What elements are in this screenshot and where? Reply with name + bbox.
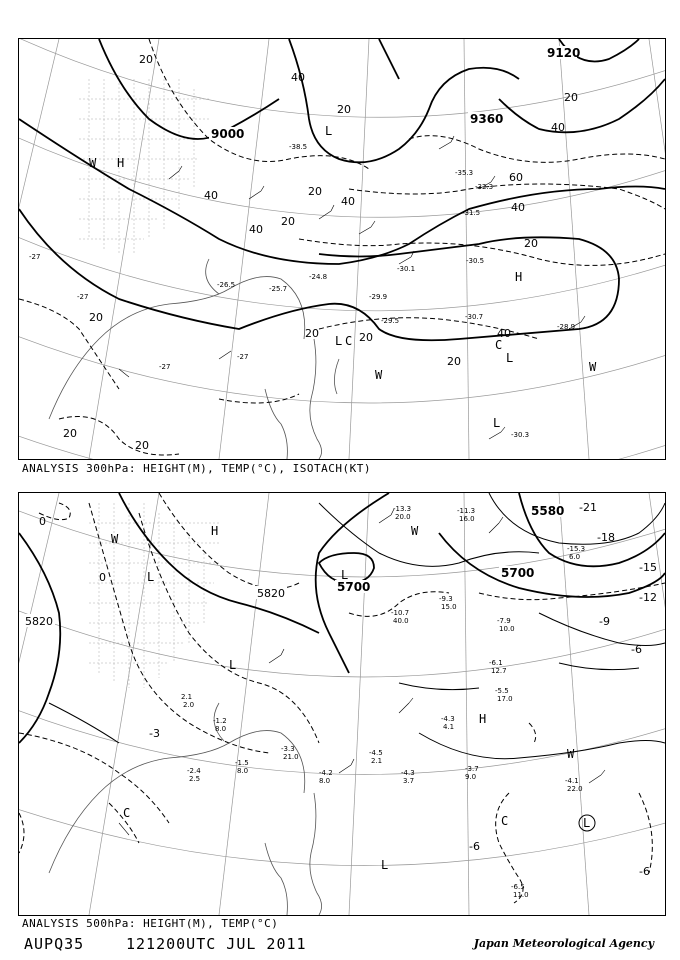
- isotach-label: 40: [291, 71, 305, 84]
- station-temp: -3.7: [465, 765, 479, 773]
- temp-contour-label: -3: [149, 727, 160, 740]
- station-wind: 8.0: [237, 767, 249, 775]
- cold-center-marker: C: [495, 338, 503, 352]
- height-label-9120: 9120: [547, 46, 581, 60]
- temp-contour-label: 0: [99, 571, 106, 584]
- warm-center-marker: W: [411, 524, 419, 538]
- temp-contour-label: -12: [639, 591, 657, 604]
- station-temp: -4.5: [369, 749, 383, 757]
- temp-obs: -26.5: [217, 281, 236, 289]
- station-wind: 6.0: [569, 553, 581, 561]
- temp-contour-label: -21: [579, 501, 597, 514]
- caption-300hpa: ANALYSIS 300hPa: HEIGHT(M), TEMP(°C), ISOTACH(KT): [22, 462, 372, 475]
- station-wind: 16.0: [459, 515, 475, 523]
- chart-300hpa: [18, 38, 666, 460]
- coastlines: [49, 259, 339, 459]
- isotach-label: 20: [135, 439, 149, 452]
- temperature-contours-solid: [49, 493, 665, 759]
- high-pressure-marker: H: [515, 270, 523, 284]
- station-temp: -7.9: [497, 617, 511, 625]
- station-wind: 2.5: [189, 775, 201, 783]
- caption-500hpa: ANALYSIS 500hPa: HEIGHT(M), TEMP(°C): [22, 917, 279, 930]
- low-pressure-marker: L: [325, 124, 333, 138]
- low-pressure-marker: L: [341, 568, 349, 582]
- isotach-label: 20: [524, 237, 538, 250]
- station-wind: 12.7: [491, 667, 507, 675]
- agency-name: Japan Meteorological Agency: [473, 937, 654, 950]
- temp-obs: -30.5: [466, 257, 485, 265]
- isotach-label: 40: [497, 327, 511, 340]
- station-temp: -2.4: [187, 767, 201, 775]
- station-wind: 11.0: [513, 891, 529, 899]
- height-label-5580: 5580: [531, 504, 565, 518]
- isotach-label: 20: [359, 331, 373, 344]
- temp-obs: -30.3: [511, 431, 530, 439]
- high-pressure-marker: H: [211, 524, 219, 538]
- temp-contour-label: -6: [469, 840, 480, 853]
- station-wind: 21.0: [283, 753, 299, 761]
- temp-obs: -27: [237, 353, 249, 361]
- station-wind: 22.0: [567, 785, 583, 793]
- isotach-label: 40: [341, 195, 355, 208]
- coastlines: [49, 703, 322, 915]
- isotach-label: 20: [564, 91, 578, 104]
- high-pressure-marker: H: [479, 712, 487, 726]
- station-temp: -9.3: [439, 595, 453, 603]
- isotach-label: 60: [509, 171, 523, 184]
- temp-obs: -29.9: [369, 293, 388, 301]
- warm-center-marker: W: [567, 747, 575, 761]
- station-temp: -6.5: [511, 883, 525, 891]
- height-label-9000: 9000: [211, 127, 245, 141]
- low-pressure-marker: L: [335, 334, 343, 348]
- isotach-label: 20: [447, 355, 461, 368]
- temp-obs: -38.5: [289, 143, 308, 151]
- isotach-label: 20: [337, 103, 351, 116]
- map-300hpa: [19, 39, 665, 459]
- station-temp: 2.1: [181, 693, 193, 701]
- cold-center-marker: C: [123, 806, 131, 820]
- station-temp: -11.3: [457, 507, 476, 515]
- temp-obs: -27: [159, 363, 171, 371]
- temp-obs: -31.5: [462, 209, 481, 217]
- station-temp: -5.5: [495, 687, 509, 695]
- isotach-label: 20: [308, 185, 322, 198]
- isotach-label: 20: [281, 215, 295, 228]
- terrain-mask: [79, 79, 209, 254]
- analysis-time: 121200UTC JUL 2011: [126, 935, 307, 953]
- height-label-5700: 5700: [501, 566, 535, 580]
- temp-obs: -25.7: [269, 285, 288, 293]
- temp-contour-label: 0: [39, 515, 46, 528]
- temp-contour-label: -18: [597, 531, 615, 544]
- cold-center-marker: C: [501, 814, 509, 828]
- low-pressure-marker: L: [583, 816, 591, 830]
- terrain-mask: [89, 503, 219, 688]
- chart-500hpa: [18, 492, 666, 916]
- station-temp: -4.3: [441, 715, 455, 723]
- isotach-label: 40: [249, 223, 263, 236]
- station-wind: 2.0: [183, 701, 195, 709]
- warm-center-marker: W: [375, 368, 383, 382]
- station-temp: -1.5: [235, 759, 249, 767]
- low-pressure-marker: L: [147, 570, 155, 584]
- station-wind: 17.0: [497, 695, 513, 703]
- station-wind: 9.0: [465, 773, 477, 781]
- wind-barbs: [119, 509, 605, 835]
- isotach-label: 40: [551, 121, 565, 134]
- station-temp: -6.1: [489, 659, 503, 667]
- height-label-5820: 5820: [257, 587, 285, 600]
- low-pressure-marker: L: [493, 416, 501, 430]
- temp-contour-label: -6: [639, 865, 650, 878]
- isotach-label: 20: [63, 427, 77, 440]
- station-wind: 3.7: [403, 777, 415, 785]
- temp-contour-label: -15: [639, 561, 657, 574]
- station-wind: 8.0: [215, 725, 227, 733]
- isotach-label: 20: [305, 327, 319, 340]
- low-pressure-marker: L: [229, 658, 237, 672]
- warm-center-marker: W: [111, 532, 119, 546]
- station-temp: -4.2: [319, 769, 333, 777]
- station-wind: 20.0: [395, 513, 411, 521]
- temp-obs: -27: [77, 293, 89, 301]
- station-wind: 15.0: [441, 603, 457, 611]
- height-label-5820: 5820: [25, 615, 53, 628]
- temp-contour-labels: [39, 501, 657, 878]
- station-temp: -4.1: [565, 777, 579, 785]
- temp-obs: -27: [29, 253, 41, 261]
- height-labels: [209, 46, 580, 141]
- temp-contour-label: -9: [599, 615, 610, 628]
- isotach-label: 20: [89, 311, 103, 324]
- station-wind: 4.1: [443, 723, 455, 731]
- station-wind: 8.0: [319, 777, 331, 785]
- station-temp: -10.7: [391, 609, 410, 617]
- temp-obs: -30.7: [465, 313, 484, 321]
- station-temp: -1.2: [213, 717, 227, 725]
- temp-obs: -29.5: [381, 317, 400, 325]
- bulletin-code: AUPQ35: [24, 935, 85, 953]
- height-labels: [23, 504, 564, 628]
- station-wind: 10.0: [499, 625, 515, 633]
- temp-contour-label: -6: [631, 643, 642, 656]
- isotach-label: 20: [139, 53, 153, 66]
- high-pressure-marker: H: [117, 156, 125, 170]
- station-temp: -3.3: [281, 745, 295, 753]
- station-temp: -4.3: [401, 769, 415, 777]
- temp-obs: -35.3: [455, 169, 474, 177]
- low-pressure-marker: L: [381, 858, 389, 872]
- station-temp: -13.3: [393, 505, 412, 513]
- isotach-label: 40: [511, 201, 525, 214]
- isotach-label: 40: [204, 189, 218, 202]
- station-wind: 2.1: [371, 757, 383, 765]
- station-temp: -15.3: [567, 545, 586, 553]
- system-markers: [89, 124, 597, 430]
- station-wind: 40.0: [393, 617, 409, 625]
- temp-obs: -28.9: [557, 323, 576, 331]
- temp-obs: -32.3: [475, 183, 494, 191]
- temp-obs: -24.8: [309, 273, 328, 281]
- station-obs: [181, 505, 585, 899]
- height-label-5700: 5700: [337, 580, 371, 594]
- map-500hpa: [19, 493, 665, 915]
- height-label-9360: 9360: [470, 112, 504, 126]
- warm-center-marker: W: [589, 360, 597, 374]
- cold-center-marker: C: [345, 334, 353, 348]
- low-pressure-marker: L: [506, 351, 514, 365]
- temp-obs: -30.1: [397, 265, 416, 273]
- warm-center-marker: W: [89, 156, 97, 170]
- height-contours: [19, 39, 665, 340]
